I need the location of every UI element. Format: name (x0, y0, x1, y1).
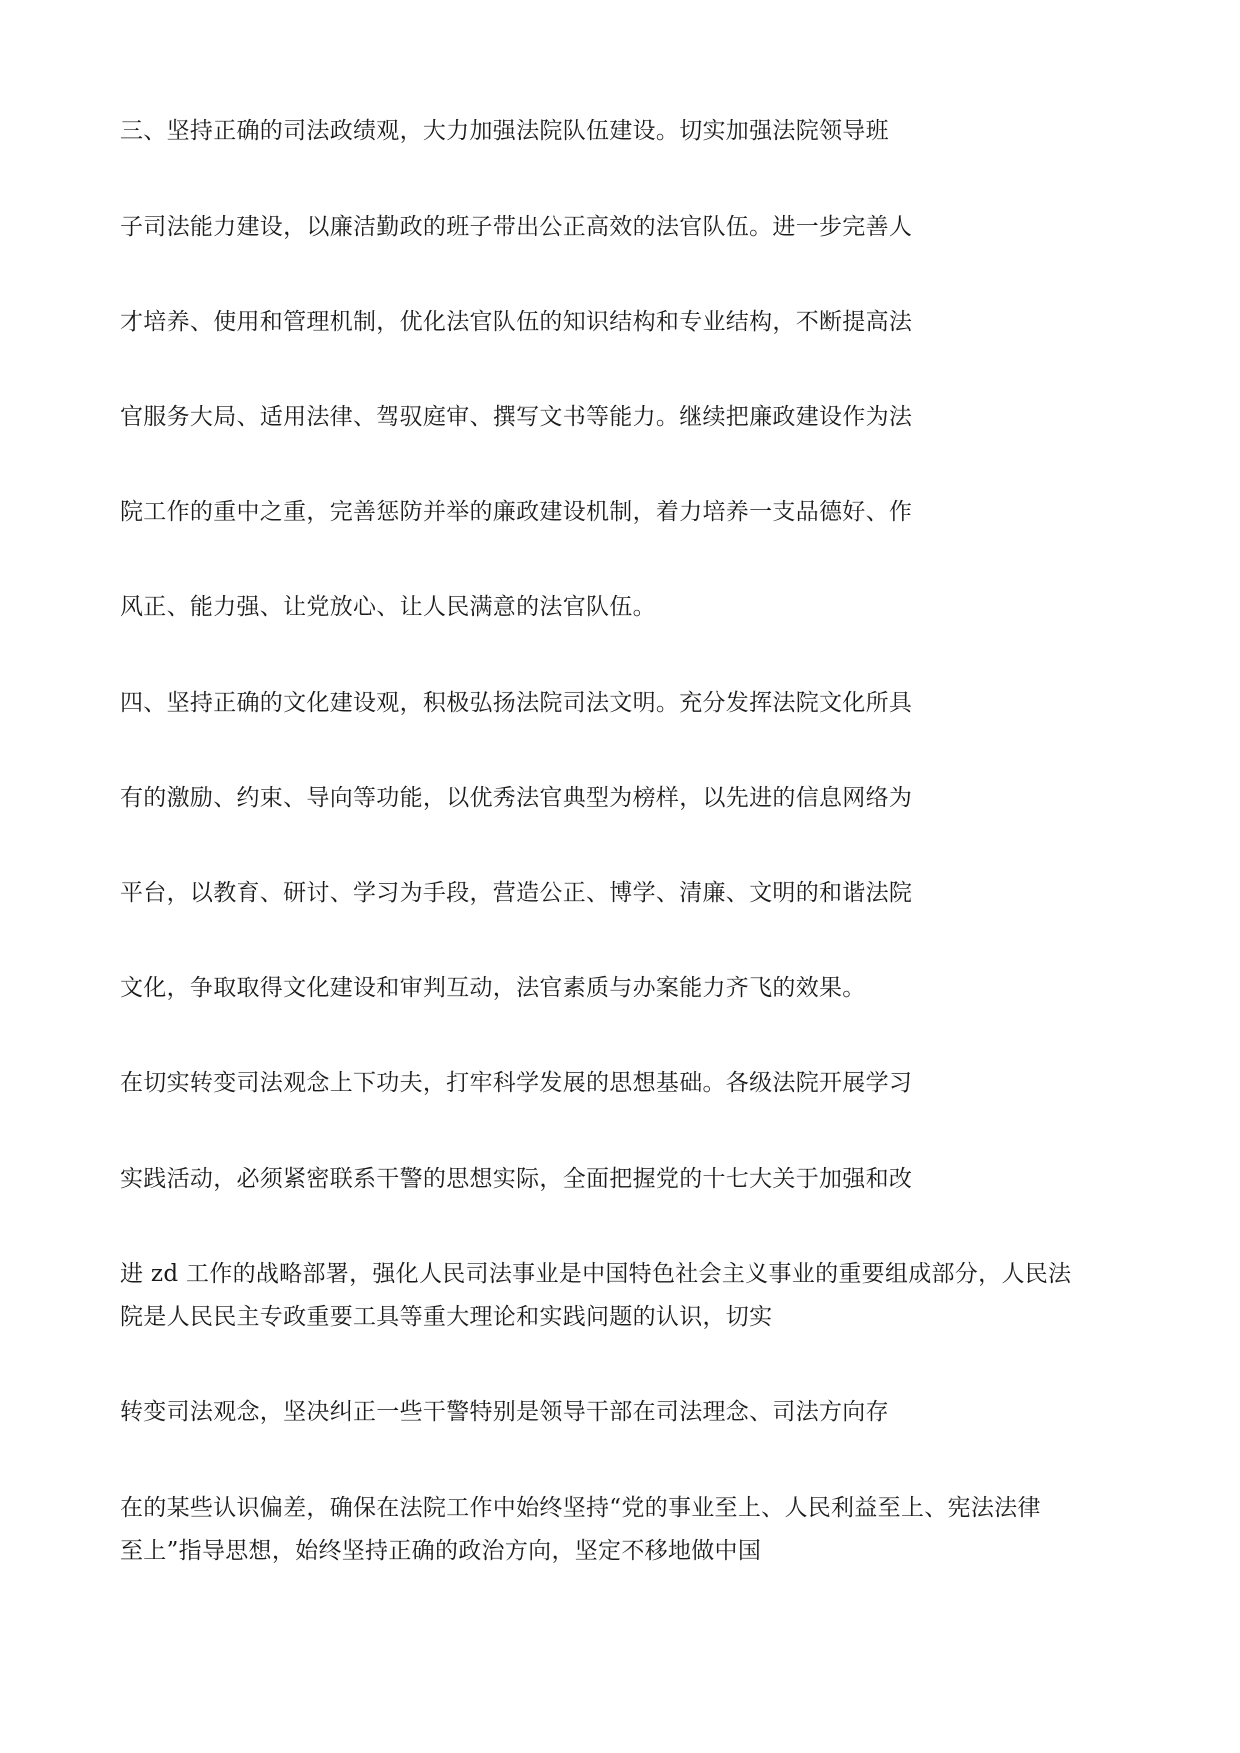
text-line: 进 zd 工作的战略部署，强化人民司法事业是中国特色社会主义事业的重要组成部分，人民法 (120, 1261, 1072, 1287)
text-line: 文化，争取取得文化建设和审判互动，法官素质与办案能力齐飞的效果。 (120, 975, 866, 1001)
text-line: 子司法能力建设，以廉洁勤政的班子带出公正高效的法官队伍。进一步完善人 (120, 214, 913, 240)
text-line: 风正、能力强、让党放心、让人民满意的法官队伍。 (120, 594, 656, 620)
text-line: 平台，以教育、研讨、学习为手段，营造公正、博学、清廉、文明的和谐法院 (120, 880, 913, 906)
text-line: 三、坚持正确的司法政绩观，大力加强法院队伍建设。切实加强法院领导班 (120, 118, 889, 144)
text-line: 转变司法观念，坚决纠正一些干警特别是领导干部在司法理念、司法方向存 (120, 1399, 889, 1425)
text-line: 在切实转变司法观念上下功夫，打牢科学发展的思想基础。各级法院开展学习 (120, 1070, 913, 1096)
text-line: 实践活动，必须紧密联系干警的思想实际，全面把握党的十七大关于加强和改 (120, 1166, 913, 1192)
text-line: 四、坚持正确的文化建设观，积极弘扬法院司法文明。充分发挥法院文化所具 (120, 690, 913, 716)
text-line: 才培养、使用和管理机制，优化法官队伍的知识结构和专业结构，不断提高法 (120, 309, 913, 335)
text-line: 至上”指导思想，始终坚持正确的政治方向，坚定不移地做中国 (120, 1538, 762, 1564)
text-line: 院工作的重中之重，完善惩防并举的廉政建设机制，着力培养一支品德好、作 (120, 499, 913, 525)
text-line: 院是人民民主专政重要工具等重大理论和实践问题的认识，切实 (120, 1304, 773, 1330)
text-line: 官服务大局、适用法律、驾驭庭审、撰写文书等能力。继续把廉政建设作为法 (120, 404, 913, 430)
text-line: 在的某些认识偏差，确保在法院工作中始终坚持“党的事业至上、人民利益至上、宪法法律 (120, 1495, 1041, 1521)
text-line: 有的激励、约束、导向等功能，以优秀法官典型为榜样，以先进的信息网络为 (120, 785, 913, 811)
